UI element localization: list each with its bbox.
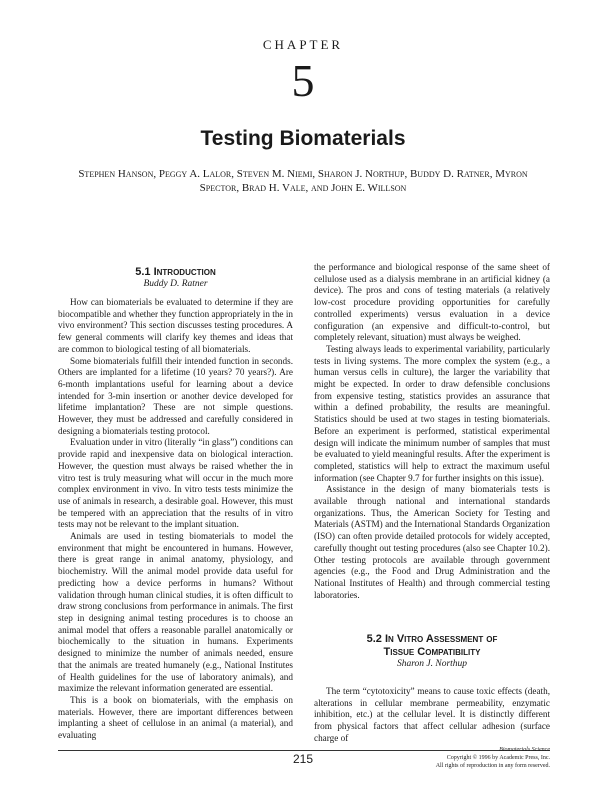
paragraph: Some biomaterials fulfill their intended function in seconds. Others are implanted for a lifetime (10 years? 70 years?). Are 6-month implantations useful for learning about a device intended for 3-min insertion or another device developed for lifetime implantation? These are not simple questions. However, they must be addressed and carefully considered in designing a biomaterials testing protocol.: [58, 355, 293, 436]
copyright: Copyright © 1996 by Academic Press, Inc.: [446, 755, 550, 761]
paragraph: the performance and biological response of the same sheet of cellulose used as a dialysis membrane in an artificial kidney (a device). The pros and cons of testing materials (a relatively low-cost procedure providing opportunities for carefully controlled experiments) versus evaluation in a device configuration (an expensive and difficult-to-control, but completely relevant, situation) must always be weighed.: [314, 262, 550, 343]
book-title: Biomaterials Science: [499, 747, 550, 753]
paragraph: Testing always leads to experimental variability, particularly tests in living systems. The more complex the system (e.g., a human versus cells in culture), the larger the variability that might be expected. In order to draw defensible conclusions from expensive testing, statistics provides an assurance that within a defined probability, the results are meaningful. Statistics should be used at two stages in testing biomaterials. Before an experiment is performed, statistical experimental design will indicate the minimum number of samples that must be evaluated to yield meaningful results. After the experiment is completed, statistics will help to extract the maximum useful information (see Chapter 9.7 for further insights on this issue).: [314, 343, 550, 483]
left-column: [58, 297, 293, 742]
section-author: Sharon J. Northup: [396, 659, 468, 669]
paragraph: Animals are used in testing biomaterials to model the environment that might be encountered in humans. However, there is great range in animal anatomy, physiology, and biochemistry. Will the animal model provide data useful for predicting how a device performs in humans? Without validation through human clinical studies, it is often difficult to draw strong conclusions from performance in animals. The first step in designing animal testing procedures is to choose an animal model that offers a reasonable parallel anatomically or biochemically to the situation in humans. Experiments designed to minimize the number of animals needed, ensure that the animals are treated humanely (e.g., National Institutes of Health guidelines for the use of laboratory animals), and maximize the relevant information generated are essential.: [58, 531, 293, 694]
chapter-label: CHAPTER: [262, 37, 344, 52]
section-heading-line: Tissue Compatibility: [383, 646, 481, 658]
page-number: 215: [292, 752, 314, 766]
chapter-authors: Stephen Hanson, Peggy A. Lalor, Steven M. Niemi, Sharon J. Northup, Buddy D. Ratner, Myron Spector, Brad H. Vale, and John E. Willson: [78, 168, 528, 194]
rights: All rights of reproduction in any form reserved.: [435, 763, 550, 769]
paragraph: How can biomaterials be evaluated to determine if they are biocompatible and whether they function appropriately in the in vivo environment? This section discusses testing procedures. A few general comments will clarify key themes and ideas that are common to biological testing of all biomaterials.: [58, 297, 293, 354]
publisher-notice: [420, 746, 550, 770]
chapter-number: 5: [291, 55, 315, 106]
chapter-title: Testing Biomaterials: [200, 127, 406, 150]
section-heading-line: 5.2 In Vitro Assessment of: [366, 633, 498, 645]
right-column: [314, 262, 550, 601]
right-column-section2: [314, 686, 550, 745]
paragraph: The term “cytotoxicity” means to cause toxic effects (death, alterations in cellular membrane permeability, enzymatic inhibition, etc.) at the cellular level. It is distinctly different from physical factors that affect cellular adhesion (surface charge of: [314, 686, 550, 743]
section-heading-in-vitro: [314, 633, 550, 659]
paragraph: Assistance in the design of many biomaterials tests is available through national and international standards organizations. Thus, the American Society for Testing and Materials (ASTM) and the International Standards Organization (ISO) can often provide detailed protocols for widely accepted, carefully thought out testing procedures (also see Chapter 10.2). Other testing protocols are available through government agencies (e.g., the Food and Drug Administration and the National Institutes of Health) and through commercial testing laboratories.: [314, 484, 550, 600]
section-heading-introduction: 5.1 Introduction: [135, 266, 216, 278]
paragraph: Evaluation under in vitro (literally “in glass”) conditions can provide rapid and inexpensive data on biological interaction. However, the question must always be raised whether the in vitro test is truly measuring what will occur in the much more complex environment in vivo. In vitro tests tests minimize the use of animals in research, a desirable goal. However, this must be tempered with an appreciation that the results of in vitro tests may not be relevant to the implant situation.: [58, 437, 293, 530]
section-author: Buddy D. Ratner: [143, 279, 208, 289]
paragraph: This is a book on biomaterials, with the emphasis on materials. However, there are important differences between implanting a sheet of cellulose in an animal (a material), and evaluating: [58, 694, 293, 741]
